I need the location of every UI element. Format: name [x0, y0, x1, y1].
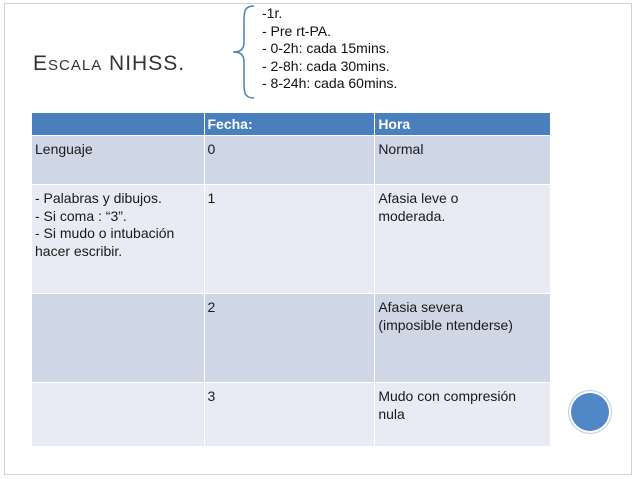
cell-line: Afasia leve o: [378, 190, 459, 206]
note-line: - 0-2h: cada 15mins.: [262, 40, 390, 57]
row-description-cell: [374, 293, 550, 382]
timing-notes: [262, 5, 397, 93]
cell-line: moderada.: [378, 207, 446, 224]
decorative-circle-icon: [571, 393, 609, 431]
slide-title: Escala NIHSS.: [33, 52, 186, 75]
row-score-cell: 0: [204, 135, 375, 184]
cell-line: - Si mudo o intubación: [35, 225, 175, 241]
header-cell-fecha: Fecha:: [204, 113, 375, 135]
cell-line: Afasia severa: [378, 299, 464, 315]
nihss-table: [32, 113, 550, 446]
cell-line: nula: [378, 405, 405, 422]
note-line: - 8-24h: cada 60mins.: [262, 75, 398, 92]
row-criteria-cell: [32, 293, 204, 382]
cell-line: - Palabras y dibujos.: [35, 190, 162, 206]
note-line: - 2-8h: cada 30mins.: [262, 57, 390, 74]
row-description-cell: [374, 184, 550, 293]
table-row: [32, 293, 550, 382]
table-row: [32, 382, 550, 446]
cell-line: - Si coma : “3”.: [35, 207, 127, 224]
cell-line: Normal: [378, 141, 424, 157]
row-score-cell: 1: [204, 184, 375, 293]
row-criteria-cell: [32, 135, 204, 184]
row-criteria-cell: [32, 184, 204, 293]
note-line: - Pre rt-PA.: [262, 22, 331, 39]
cell-line: Mudo con compresión: [378, 388, 517, 404]
header-cell-criteria: [32, 113, 204, 135]
note-line: -1r.: [262, 5, 283, 21]
row-criteria-cell: [32, 382, 204, 446]
row-score-cell: 3: [204, 382, 375, 446]
row-description-cell: [374, 382, 550, 446]
table-row: [32, 135, 550, 184]
cell-line: hacer escribir.: [35, 242, 123, 259]
row-description-cell: [374, 135, 550, 184]
row-score-cell: 2: [204, 293, 375, 382]
header-cell-hora: Hora: [374, 113, 550, 135]
table-row: [32, 184, 550, 293]
table-header-row: [32, 113, 550, 135]
curly-brace-icon: [228, 4, 258, 100]
cell-line: (imposible ntenderse): [378, 316, 513, 333]
cell-line: Lenguaje: [35, 141, 93, 157]
